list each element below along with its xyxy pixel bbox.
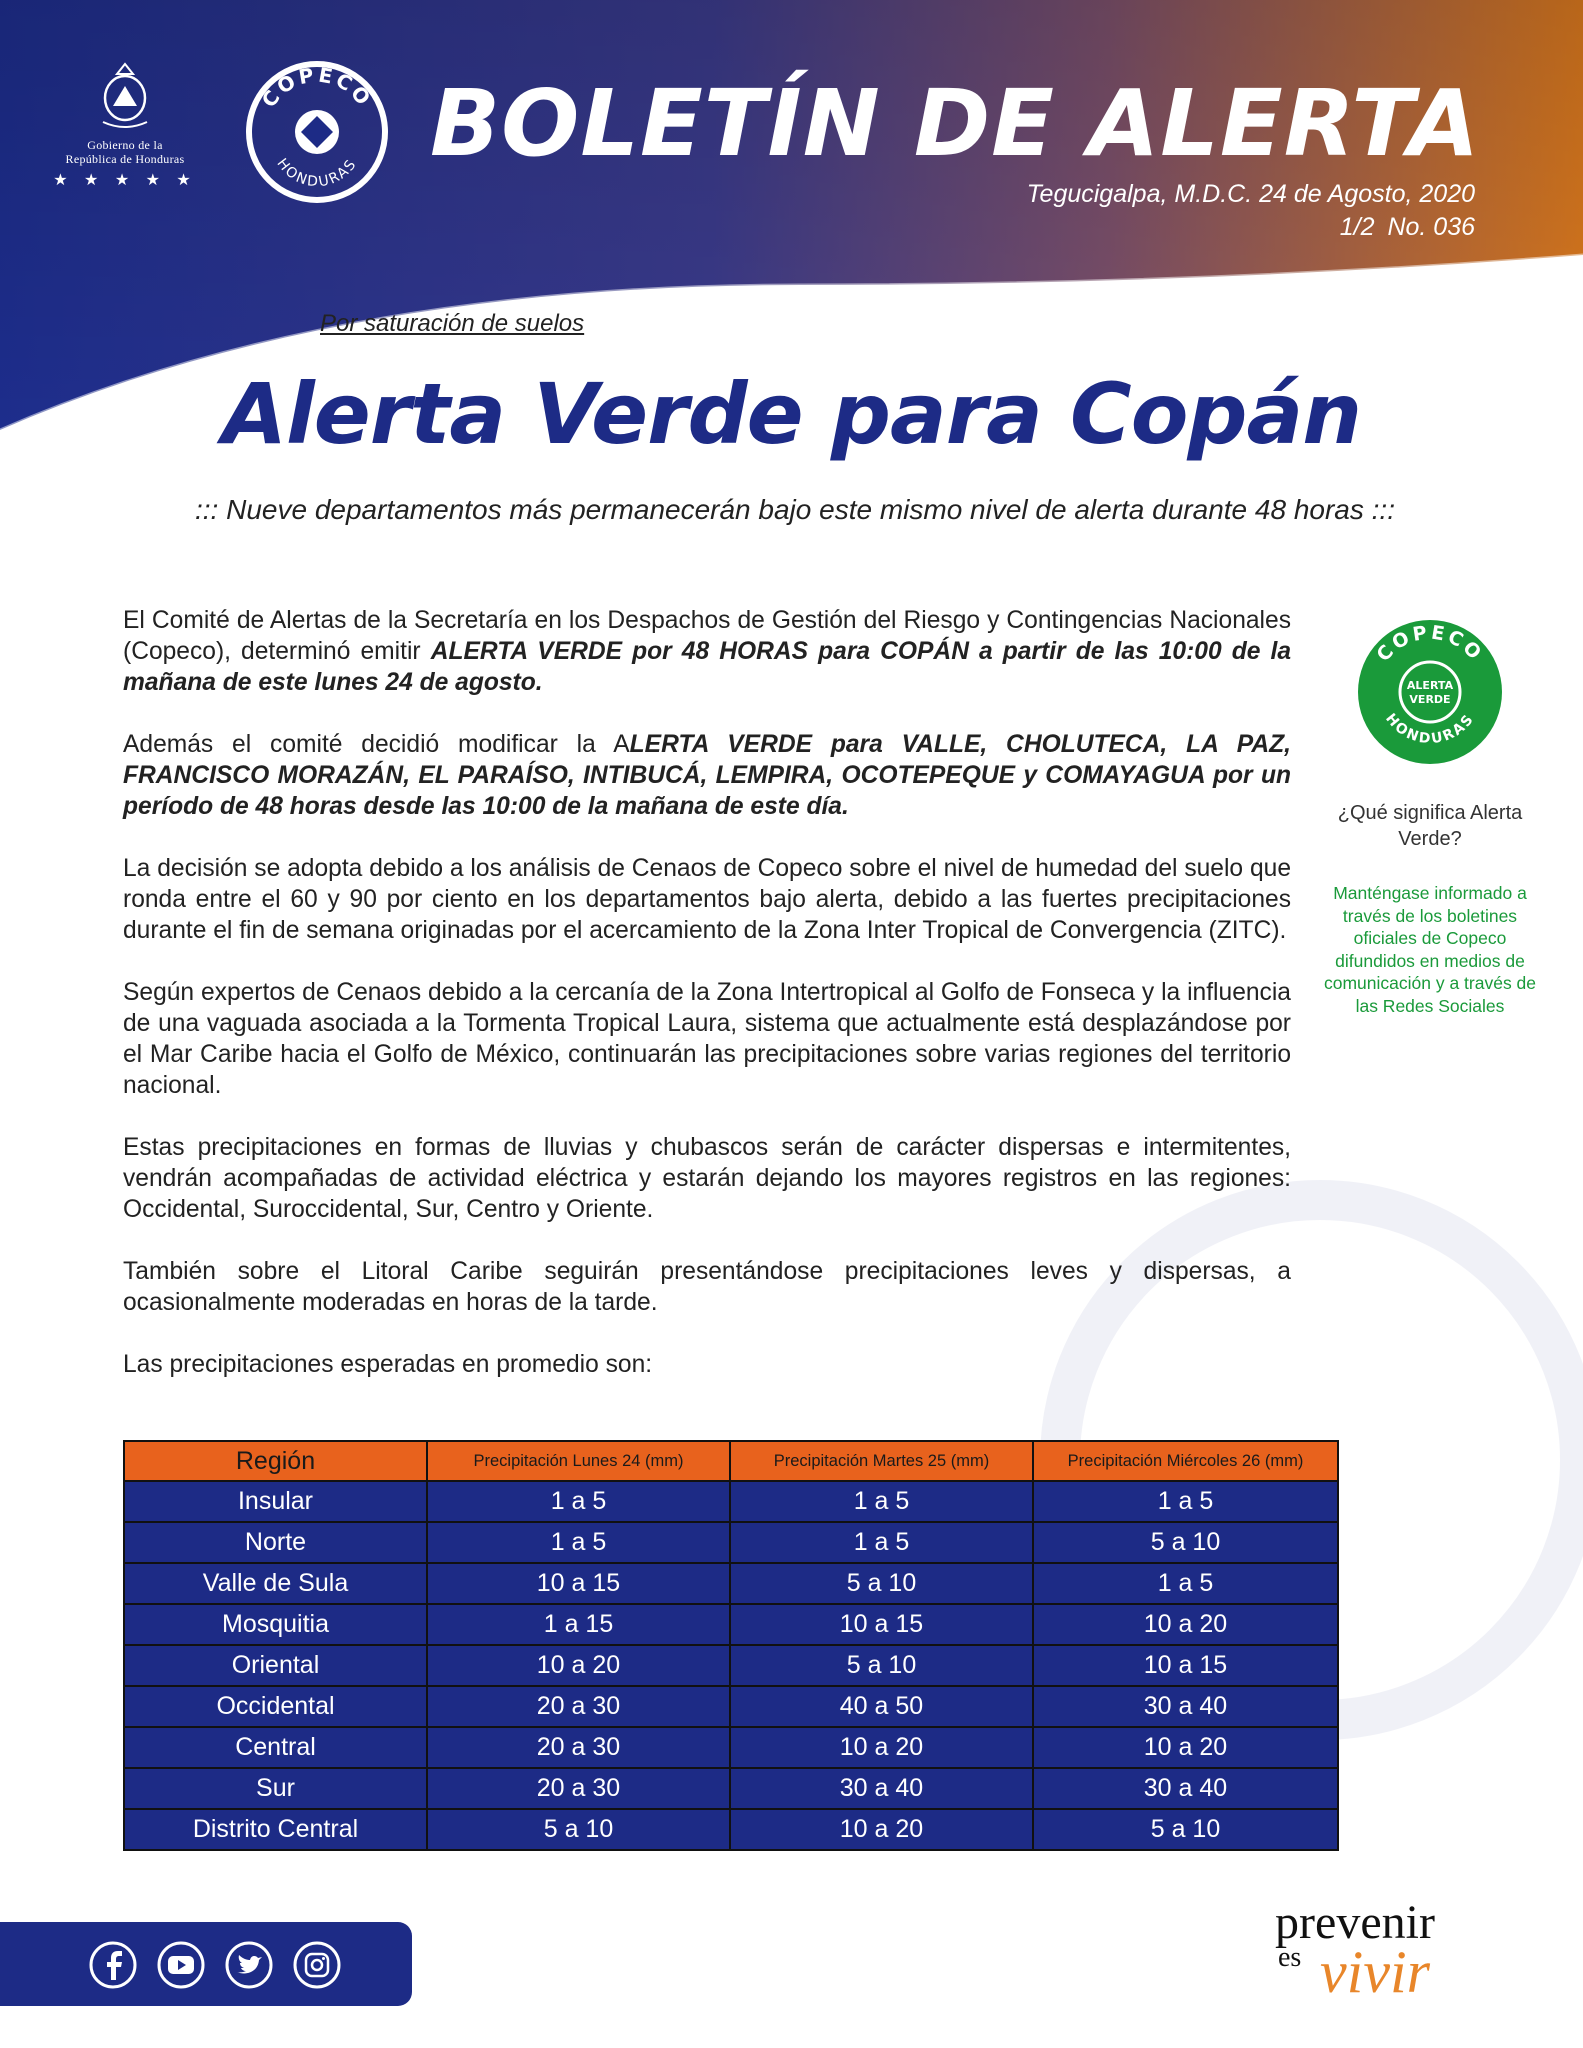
region-cell: Valle de Sula <box>124 1563 427 1604</box>
tagline: ::: Nueve departamentos más permanecerán bajo este mismo nivel de alerta durante 48 horas ::: <box>195 494 1395 525</box>
value-cell: 5 a 10 <box>1033 1809 1338 1850</box>
value-cell: 1 a 5 <box>730 1481 1033 1522</box>
twitter-icon[interactable] <box>224 1940 274 1990</box>
paragraph-7: Las precipitaciones esperadas en promedio son: <box>123 1351 653 1378</box>
value-cell: 1 a 5 <box>427 1522 730 1563</box>
col-header-region: Región <box>124 1441 427 1481</box>
badge-inner-2: VERDE <box>1409 693 1451 706</box>
value-cell: 1 a 5 <box>730 1522 1033 1563</box>
gov-stars: ★ ★ ★ ★ ★ <box>53 172 197 189</box>
issue-number: No. 036 <box>1387 213 1475 241</box>
paragraph-2: Además el comité decidió modificar la ALERTA VERDE para VALLE, CHOLUTECA, LA PAZ, FRANCISCO MORAZÁN, EL PARAÍSO, INTIBUCÁ, LEMPIRA, OCOTEPEQUE y COMAYAGUA por un período de 48 horas desde las 10:00 de la mañana de este día. <box>123 731 1291 820</box>
region-cell: Sur <box>124 1768 427 1809</box>
kicker: Por saturación de suelos <box>320 310 585 337</box>
alerta-verde-badge <box>1355 617 1505 767</box>
value-cell: 10 a 15 <box>427 1563 730 1604</box>
paragraph-6: También sobre el Litoral Caribe seguirán presentándose precipitaciones leves y dispersas, a ocasionalmente moderadas en horas de la tarde. <box>123 1258 1291 1316</box>
value-cell: 1 a 5 <box>1033 1481 1338 1522</box>
value-cell: 10 a 20 <box>1033 1604 1338 1645</box>
table-row <box>124 1481 1338 1522</box>
value-cell: 5 a 10 <box>730 1563 1033 1604</box>
paragraph-1-emphasis: ALERTA VERDE por 48 HORAS para COPÁN a partir de las 10:00 de la mañana de este lunes 24 de agosto. <box>123 638 1291 696</box>
gov-line-1: Gobierno de la <box>87 138 163 152</box>
table-row <box>124 1604 1338 1645</box>
value-cell: 5 a 10 <box>730 1645 1033 1686</box>
slogan-logo <box>1250 1896 1460 2005</box>
sidebar-info: Manténgase informado a través de los boletines oficiales de Copeco difundidos en medios de comunicación y a través de las Redes Sociales <box>1323 883 1537 1016</box>
paragraph-3: La decisión se adopta debido a los análisis de Cenaos de Copeco sobre el nivel de humedad del suelo que ronda entre el 60 y 90 por ciento en los departamentos bajo alerta, debido a las fuertes precipitaciones durante el fin de semana originadas por el acercamiento de la Zona Inter Tropical de Convergencia (ZITC). <box>123 855 1291 944</box>
precipitation-table <box>123 1440 1339 1851</box>
value-cell: 40 a 50 <box>730 1686 1033 1727</box>
region-cell: Mosquitia <box>124 1604 427 1645</box>
place-date: Tegucigalpa, M.D.C. 24 de Agosto, 2020 <box>1026 180 1475 208</box>
table-row <box>124 1727 1338 1768</box>
region-cell: Insular <box>124 1481 427 1522</box>
value-cell: 10 a 20 <box>1033 1727 1338 1768</box>
alert-title: Alerta Verde para Copán <box>221 365 1362 463</box>
table-row <box>124 1563 1338 1604</box>
value-cell: 1 a 15 <box>427 1604 730 1645</box>
value-cell: 10 a 15 <box>1033 1645 1338 1686</box>
page-number: 1/2 <box>1339 213 1375 241</box>
col-header-wednesday: Precipitación Miércoles 26 (mm) <box>1033 1441 1338 1481</box>
value-cell: 10 a 20 <box>730 1809 1033 1850</box>
badge-inner-1: ALERTA <box>1406 679 1454 692</box>
value-cell: 1 a 5 <box>1033 1563 1338 1604</box>
value-cell: 30 a 40 <box>1033 1768 1338 1809</box>
table-row <box>124 1686 1338 1727</box>
value-cell: 1 a 5 <box>427 1481 730 1522</box>
value-cell: 20 a 30 <box>427 1768 730 1809</box>
article-body <box>123 605 1291 1411</box>
social-footer-bar <box>0 1922 412 2006</box>
copeco-logo-top: COPECO <box>256 62 378 112</box>
value-cell: 10 a 15 <box>730 1604 1033 1645</box>
paragraph-1: El Comité de Alertas de la Secretaría en los Despachos de Gestión del Riesgo y Contingencias Nacionales (Copeco), determinó emitir ALERTA VERDE por 48 HORAS para COPÁN a partir de las 10:00 de la mañana de este lunes 24 de agosto. <box>123 607 1291 696</box>
region-cell: Distrito Central <box>124 1809 427 1850</box>
value-cell: 10 a 20 <box>427 1645 730 1686</box>
slogan-es: es <box>1278 1942 1302 1973</box>
value-cell: 5 a 10 <box>1033 1522 1338 1563</box>
value-cell: 30 a 40 <box>730 1768 1033 1809</box>
instagram-icon[interactable] <box>292 1940 342 1990</box>
paragraph-5: Estas precipitaciones en formas de lluvias y chubascos serán de carácter dispersas e intermitentes, vendrán acompañadas de actividad eléctrica y estarán dejando los mayores registros en las regiones: Occidental, Suroccidental, Sur, Centro y Oriente. <box>123 1134 1291 1223</box>
table-row <box>124 1768 1338 1809</box>
paragraph-2-emphasis: LERTA VERDE para VALLE, CHOLUTECA, LA PAZ, FRANCISCO MORAZÁN, EL PARAÍSO, INTIBUCÁ, LEMPIRA, OCOTEPEQUE y COMAYAGUA por un período de 48 horas desde las 10:00 de la mañana de este día. <box>123 731 1291 820</box>
paragraph-4: Según expertos de Cenaos debido a la cercanía de la Zona Intertropical al Golfo de Fonseca y la influencia de una vaguada asociada a la Tormenta Tropical Laura, sistema que actualmente está desplazándose por el Mar Caribe hacia el Golfo de México, continuarán las precipitaciones sobre varias regiones del territorio nacional. <box>123 979 1291 1099</box>
region-cell: Oriental <box>124 1645 427 1686</box>
bulletin-number <box>1027 211 1475 244</box>
badge-top-text: COPECO <box>1372 621 1488 667</box>
region-cell: Occidental <box>124 1686 427 1727</box>
table-row <box>124 1809 1338 1850</box>
region-cell: Norte <box>124 1522 427 1563</box>
col-header-monday: Precipitación Lunes 24 (mm) <box>427 1441 730 1481</box>
copeco-logo-bottom: HONDURAS <box>273 155 361 191</box>
gov-line-2: República de Honduras <box>65 152 185 166</box>
copeco-logo <box>245 60 390 205</box>
table-row <box>124 1645 1338 1686</box>
table-row <box>124 1522 1338 1563</box>
value-cell: 10 a 20 <box>730 1727 1033 1768</box>
svg-text:HONDURAS <box>274 156 361 191</box>
col-header-tuesday: Precipitación Martes 25 (mm) <box>730 1441 1033 1481</box>
badge-bottom-text: HONDURAS <box>1382 710 1478 748</box>
sidebar-question: ¿Qué significa Alerta Verde? <box>1337 802 1523 850</box>
slogan-prevenir: prevenir <box>1275 1896 1435 1949</box>
value-cell: 30 a 40 <box>1033 1686 1338 1727</box>
bulletin-title: BOLETÍN DE ALERTA <box>430 70 1481 177</box>
facebook-icon[interactable] <box>88 1940 138 1990</box>
value-cell: 20 a 30 <box>427 1727 730 1768</box>
value-cell: 5 a 10 <box>427 1809 730 1850</box>
slogan-vivir: vivir <box>1320 1939 1430 2005</box>
value-cell: 20 a 30 <box>427 1686 730 1727</box>
youtube-icon[interactable] <box>156 1940 206 1990</box>
place-date-block <box>1027 178 1475 244</box>
government-logo <box>45 60 205 190</box>
table-header-row <box>124 1441 1338 1481</box>
svg-text:COPECO <box>257 62 378 111</box>
coat-of-arms-icon <box>89 60 161 132</box>
region-cell: Central <box>124 1727 427 1768</box>
